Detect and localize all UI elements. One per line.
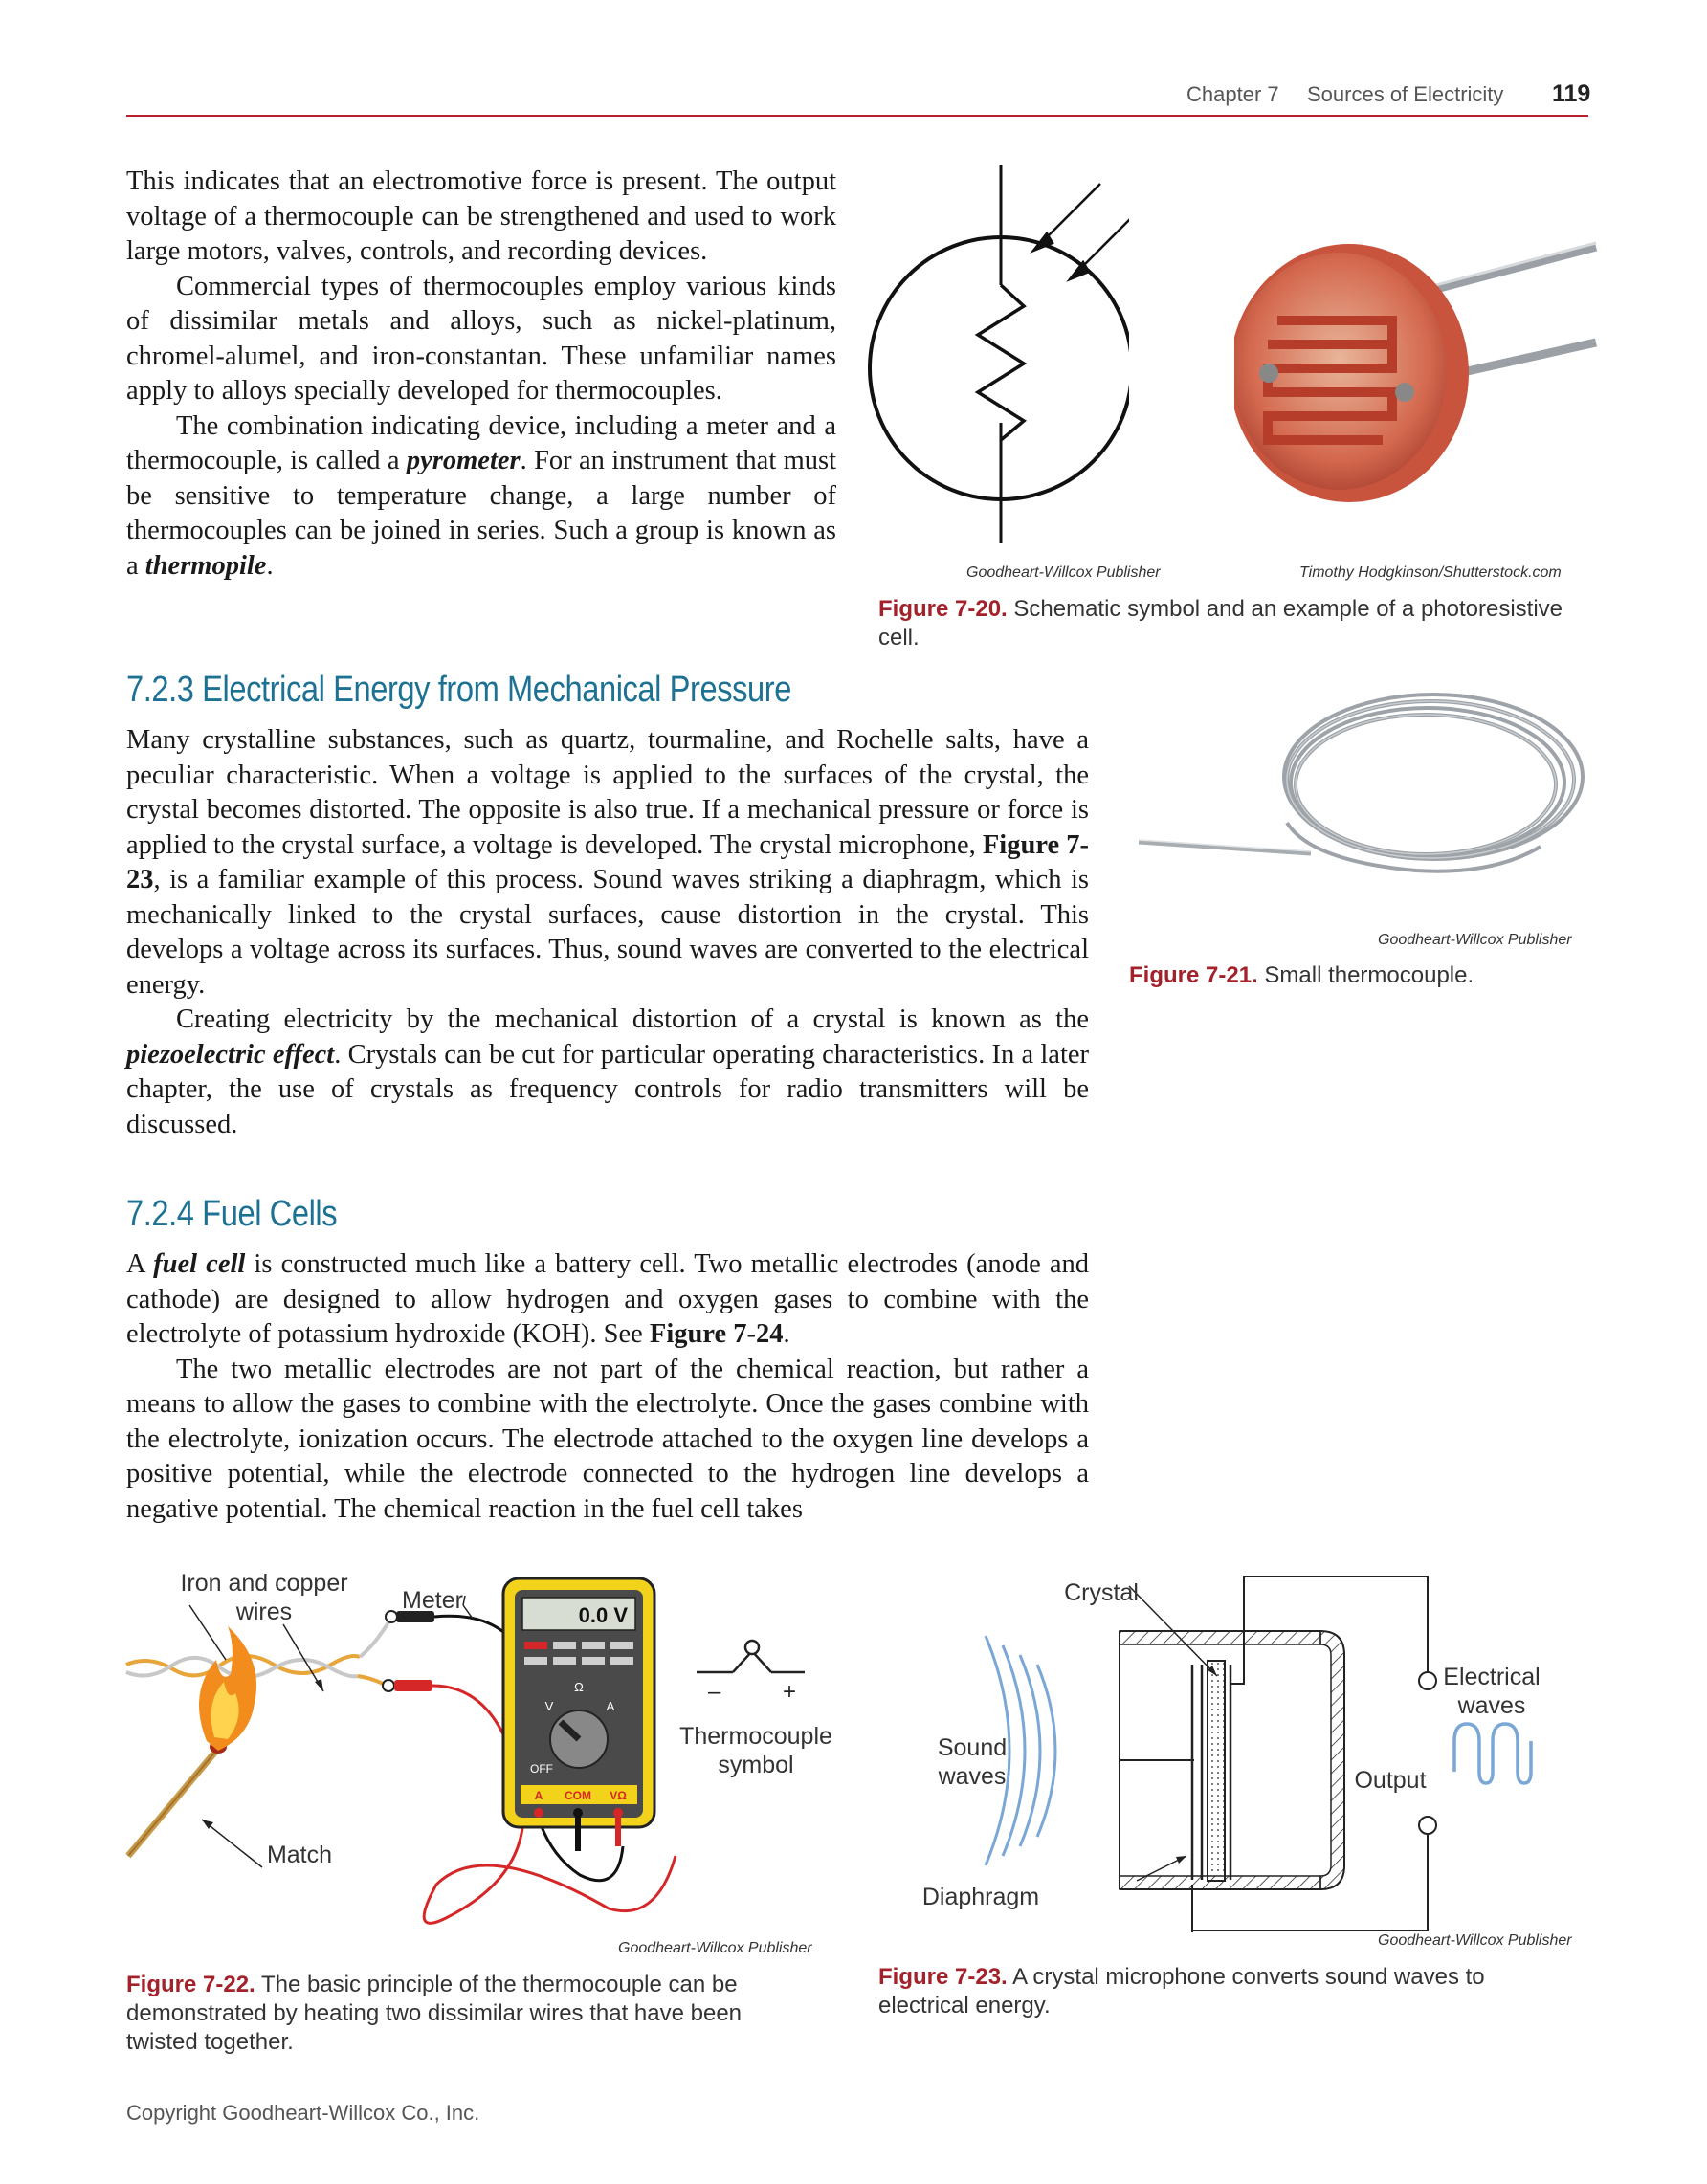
crystal-element	[1208, 1661, 1225, 1881]
term-fuel-cell: fuel cell	[153, 1249, 246, 1279]
label-meter: Meter	[402, 1587, 463, 1614]
page-number: 119	[1552, 80, 1591, 107]
label-crystal: Crystal	[1064, 1579, 1139, 1606]
paragraph: The two metallic electrodes are not part of the chemical reaction, but rather a means to allow the gases to combine with the electrolyte. Once the gases combine with the electrolyte, ionization occurs. The electrode attached to the oxygen line develops a positive potential, while the electrode connected to the hydrogen line develops a negative potential. The chemical reaction in the fuel cell takes	[126, 1354, 1089, 1524]
intro-text	[126, 165, 836, 584]
fig20-credit-left: Goodheart-Willcox Publisher	[966, 564, 1161, 581]
fig23-caption: Figure 7-23. A crystal microphone converts sound waves to electrical energy.	[878, 1964, 1485, 2019]
header-section-title: Sources of Electricity	[1307, 82, 1504, 106]
svg-text:OFF: OFF	[530, 1762, 553, 1776]
paragraph: The combination indicating device, including a meter and a thermocouple, is called a pyrometer. For an instrument that must be sensitive to temperature change, a large number of thermocouples can be joined in series. Such a group is known as a thermopile.	[126, 410, 837, 581]
header-chapter: Chapter 7	[1186, 82, 1279, 106]
label-wires: Iron and copper wires	[180, 1570, 348, 1625]
fig21-credit: Goodheart-Willcox Publisher	[1378, 932, 1572, 948]
svg-text:A: A	[606, 1699, 615, 1713]
label-thermocouple-symbol: Thermocouple symbol	[679, 1723, 832, 1778]
fig22-credit: Goodheart-Willcox Publisher	[618, 1940, 812, 1956]
paragraph: A fuel cell is constructed much like a battery cell. Two metallic electrodes (anode and cathode) are designed to allow hydrogen and oxygen gases to combine with the electrolyte of potassium hydroxide (KOH). See Figure 7-24.	[126, 1249, 1089, 1349]
header-rule	[126, 115, 1588, 117]
svg-text:COM: COM	[565, 1789, 591, 1802]
svg-text:V: V	[544, 1699, 554, 1713]
svg-text:VΩ: VΩ	[610, 1789, 627, 1802]
figure-reference[interactable]: Figure 7-24	[649, 1319, 784, 1349]
fig23-credit: Goodheart-Willcox Publisher	[1378, 1932, 1572, 1949]
section-723-text	[126, 723, 1089, 1142]
paragraph: This indicates that an electromotive force is present. The output voltage of a thermocouple can be strengthened and used to work large motors, valves, controls, and recording devices.	[126, 166, 836, 266]
label-electrical-waves: Electrical waves	[1443, 1664, 1541, 1719]
term-piezoelectric: piezoelectric effect	[126, 1039, 335, 1070]
meter-display: 0.0 V	[578, 1603, 628, 1627]
thermocouple-photo	[1129, 679, 1588, 928]
paragraph: Commercial types of thermocouples employ various kinds of dissimilar metals and alloys, such as nickel-platinum, chromel-alumel, and iron-constantan. These unfamiliar names apply to alloys specially developed for thermocouples.	[126, 271, 836, 406]
label-output: Output	[1354, 1767, 1427, 1794]
photoresistor-photo	[1234, 230, 1598, 545]
fig20-credit-right: Timothy Hodgkinson/Shutterstock.com	[1299, 564, 1562, 581]
section-heading-723: 7.2.3 Electrical Energy from Mechanical Pressure	[126, 670, 791, 710]
fig21-caption: Figure 7-21. Small thermocouple.	[1129, 962, 1474, 988]
svg-text:A: A	[534, 1789, 543, 1802]
electrical-wave-icon	[1454, 1724, 1531, 1783]
symbol-plus: +	[783, 1679, 797, 1705]
section-724-text	[126, 1247, 1089, 1527]
photoresistor-schematic	[842, 163, 1129, 564]
term-pyrometer: pyrometer	[406, 446, 521, 475]
paragraph: Creating electricity by the mechanical distortion of a crystal is known as the piezoelectric effect. Crystals can be cut for particular operating characteristics. In a later chapter, the use of crystals as frequency controls for radio transmitters will be discussed.	[126, 1004, 1090, 1139]
symbol-minus: –	[708, 1679, 721, 1705]
copyright: Copyright Goodheart-Willcox Co., Inc.	[126, 2101, 480, 2125]
fig22-caption: Figure 7-22. The basic principle of the thermocouple can be demonstrated by heating two dissimilar wires that have been twisted together.	[126, 1972, 743, 2055]
paragraph: Many crystalline substances, such as quartz, tourmaline, and Rochelle salts, have a peculiar characteristic. When a voltage is applied to the surfaces of the crystal, the crystal becomes distorted. The opposite is also true. If a mechanical pressure or force is applied to the crystal surface, a voltage is developed. The crystal microphone, Figure 7-23, is a familiar example of this process. Sound waves striking a diaphragm, which is mechanically linked to the crystal surfaces, cause distortion in the crystal. This develops a voltage across its surfaces. Thus, sound waves are converted to the electrical energy.	[126, 725, 1089, 1000]
fig20-caption: Figure 7-20. Schematic symbol and an example of a photoresistive cell.	[878, 596, 1563, 651]
term-thermopile: thermopile	[144, 550, 267, 581]
label-sound-waves: Sound waves	[937, 1734, 1008, 1790]
label-match: Match	[266, 1842, 333, 1868]
label-diaphragm: Diaphragm	[921, 1884, 1040, 1910]
svg-text:Ω: Ω	[574, 1680, 584, 1694]
figure-reference[interactable]: Figure 7-23	[126, 829, 1089, 894]
thermocouple-symbol-icon	[697, 1641, 805, 1672]
section-heading-724: 7.2.4 Fuel Cells	[126, 1194, 338, 1234]
